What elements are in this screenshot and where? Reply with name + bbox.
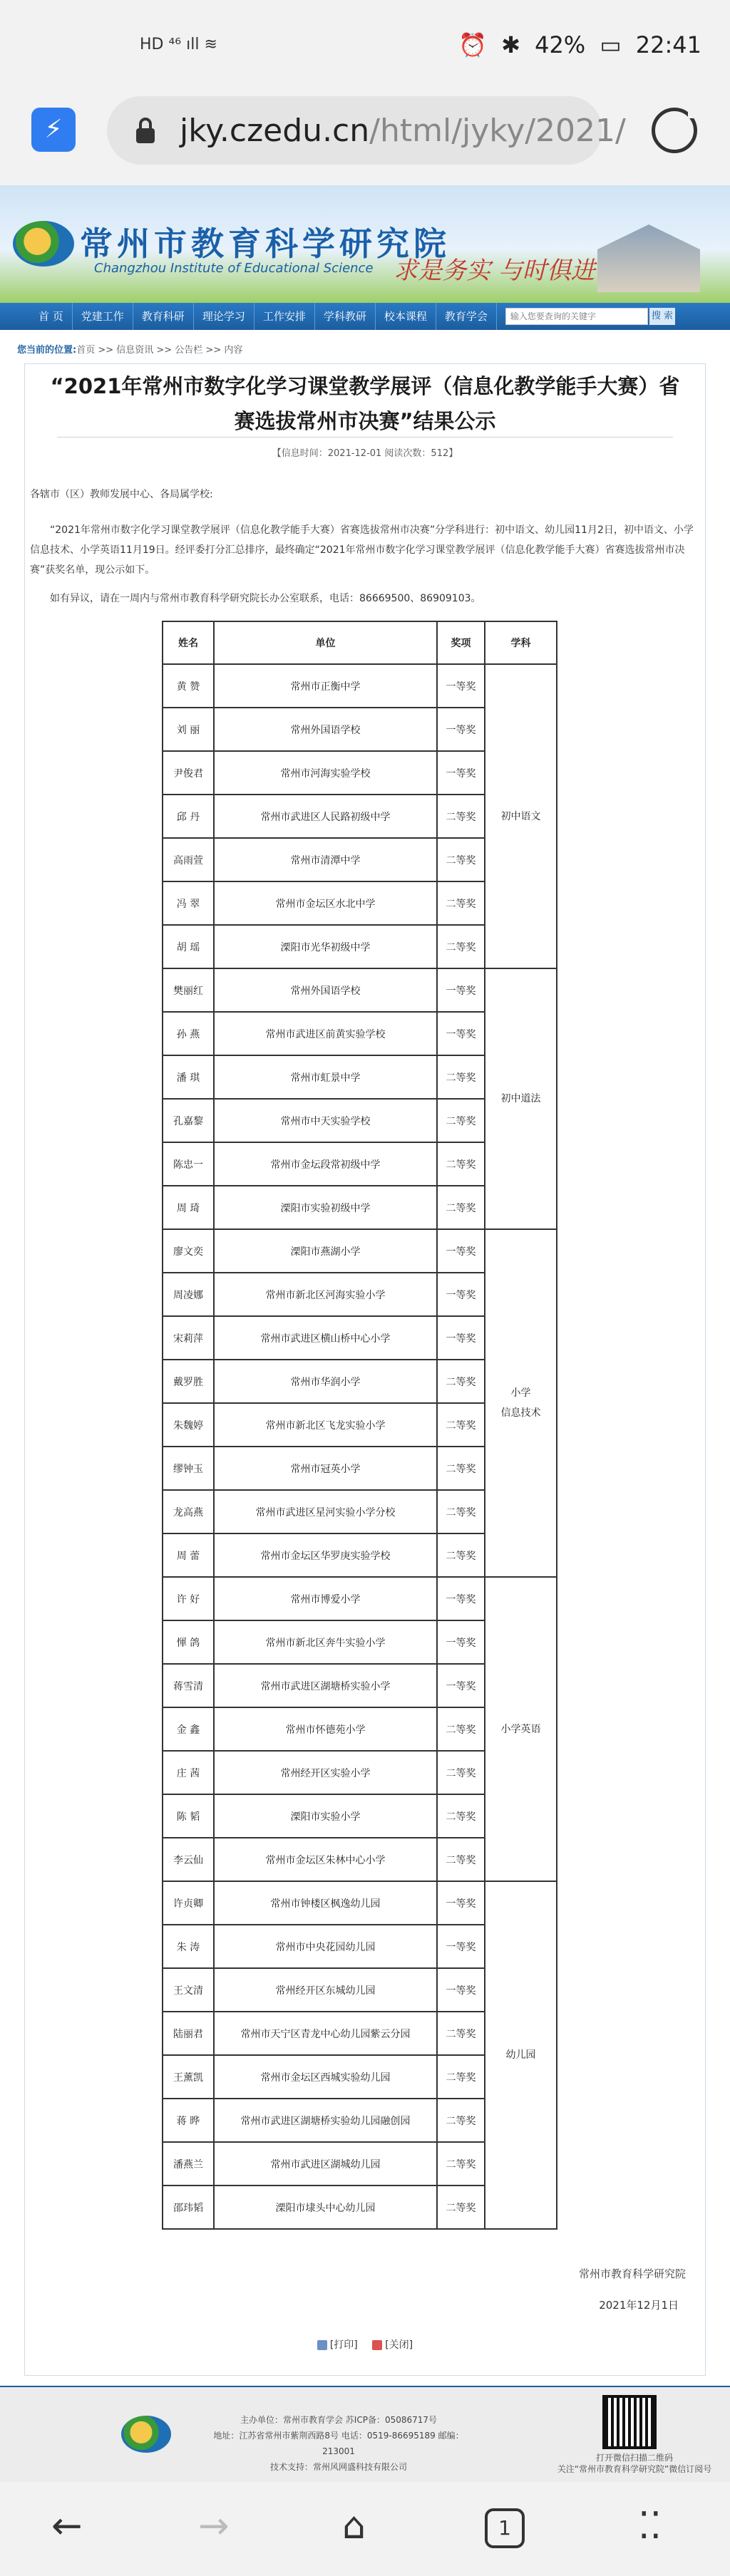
close-link[interactable] [372, 2337, 413, 2352]
search-input[interactable] [505, 308, 648, 325]
cell-award: 一等奖 [437, 1881, 485, 1925]
cell-name: 龙高燕 [163, 1490, 214, 1533]
cell-name: 陆丽君 [163, 2012, 214, 2055]
reload-icon[interactable] [652, 108, 697, 153]
cell-award: 一等奖 [437, 1316, 485, 1360]
cell-unit: 常州市武进区湖塘桥实验幼儿园融创园 [214, 2099, 437, 2142]
cell-unit: 常州市华润小学 [214, 1360, 437, 1403]
cell-unit: 常州市金坛区水北中学 [214, 881, 437, 925]
cell-unit: 常州市武进区湖城幼儿园 [214, 2142, 437, 2186]
battery-percent: 42% [535, 31, 586, 58]
cell-name: 廖文奕 [163, 1229, 214, 1273]
cell-name: 惲 鸽 [163, 1620, 214, 1664]
cell-unit: 常州经开区实验小学 [214, 1751, 437, 1794]
cell-award: 一等奖 [437, 1577, 485, 1620]
cell-award: 二等奖 [437, 2142, 485, 2186]
banner-building-image [585, 221, 713, 292]
cell-award: 二等奖 [437, 1360, 485, 1403]
battery-icon: ▭ [600, 31, 622, 58]
forward-icon[interactable]: → [198, 2505, 230, 2547]
cell-unit: 常州市怀德苑小学 [214, 1707, 437, 1751]
print-link[interactable] [317, 2337, 358, 2352]
qr-caption [556, 2452, 713, 2475]
cell-subject: 小学英语 [485, 1577, 557, 1881]
cell-award: 二等奖 [437, 1751, 485, 1794]
nav-item-society[interactable]: 教育学会 [436, 303, 497, 330]
cell-name: 孙 燕 [163, 1012, 214, 1055]
browser-app-icon[interactable]: ⚡ [31, 108, 76, 152]
nav-item-course[interactable]: 校本课程 [376, 303, 436, 330]
cell-name: 王薰凯 [163, 2055, 214, 2099]
cell-name: 宋莉萍 [163, 1316, 214, 1360]
cell-name: 朱魏婷 [163, 1403, 214, 1447]
cell-name: 潘 琪 [163, 1055, 214, 1099]
cell-unit: 溧阳市实验小学 [214, 1794, 437, 1838]
bluetooth-icon: ✱ [501, 31, 520, 58]
article-contact: 如有异议，请在一周内与常州市教育科学研究院长办公室联系，电话：86669500、86909103。 [50, 593, 481, 604]
cell-unit: 常州市清潭中学 [214, 838, 437, 881]
cell-unit: 常州外国语学校 [214, 968, 437, 1012]
cell-name: 朱 涛 [163, 1925, 214, 1968]
footer-line-3: 技术支持：常州风网盛科技有限公司 [269, 2462, 407, 2472]
close-label: [关闭] [385, 2339, 413, 2351]
print-icon [317, 2340, 327, 2350]
print-label: [打印] [329, 2339, 358, 2351]
article-actions [0, 2337, 730, 2352]
cell-unit: 溧阳市埭头中心幼儿园 [214, 2186, 437, 2229]
article-info: 【信息时间：2021-12-01 阅读次数：512】 [272, 448, 458, 459]
cell-unit: 常州市博爱小学 [214, 1577, 437, 1620]
cell-name: 陈 韬 [163, 1794, 214, 1838]
cell-unit: 常州市正衡中学 [214, 664, 437, 708]
cell-name: 冯 翠 [163, 881, 214, 925]
table-row [163, 1577, 557, 1620]
status-right [458, 31, 701, 58]
clock: 22:41 [635, 31, 701, 58]
header-subject: 学科 [485, 621, 557, 664]
cell-award: 一等奖 [437, 664, 485, 708]
cell-subject: 初中语文 [485, 664, 557, 968]
cell-unit: 常州市武进区人民路初级中学 [214, 795, 437, 838]
nav-item-theory[interactable]: 理论学习 [194, 303, 255, 330]
cell-unit: 常州市武进区前黄实验学校 [214, 1012, 437, 1055]
cell-name: 黄 赞 [163, 664, 214, 708]
table-row [163, 664, 557, 708]
site-slogan: 求是务实 与时俱进 [394, 257, 595, 285]
nav-item-research[interactable]: 教育科研 [133, 303, 194, 330]
site-logo [13, 221, 74, 267]
cell-award: 二等奖 [437, 1794, 485, 1838]
cell-name: 周凌娜 [163, 1273, 214, 1316]
cell-unit: 常州经开区东城幼儿园 [214, 1968, 437, 2012]
cell-name: 王文清 [163, 1968, 214, 2012]
cell-name: 金 鑫 [163, 1707, 214, 1751]
alarm-icon: ⏰ [458, 31, 487, 58]
cell-award: 一等奖 [437, 1012, 485, 1055]
cell-award: 二等奖 [437, 925, 485, 968]
cell-award: 一等奖 [437, 1620, 485, 1664]
url-path: /html/jyky/2021/ [369, 113, 626, 149]
cell-name: 陈忠一 [163, 1142, 214, 1186]
close-icon [372, 2340, 382, 2350]
article-title: “2021年常州市数字化学习课堂教学展评（信息化教学能手大赛）省赛选拔常州市决赛”结果公示 [50, 374, 680, 433]
breadcrumb-label: 您当前的位置: [17, 345, 77, 356]
cell-unit: 常州市新北区奔牛实验小学 [214, 1620, 437, 1664]
cell-award: 二等奖 [437, 1838, 485, 1881]
qr-caption-2: 关注“常州市教育科学研究院”微信订阅号 [557, 2464, 712, 2474]
cell-unit: 常州外国语学校 [214, 708, 437, 751]
nav-item-party[interactable]: 党建工作 [73, 303, 133, 330]
nav-item-home[interactable]: 首 页 [0, 303, 73, 330]
cell-award: 一等奖 [437, 968, 485, 1012]
cell-award: 二等奖 [437, 881, 485, 925]
cell-name: 胡 瑶 [163, 925, 214, 968]
cell-award: 二等奖 [437, 795, 485, 838]
nav-item-subject[interactable]: 学科教研 [315, 303, 376, 330]
status-bar [0, 0, 730, 96]
lock-icon [134, 116, 157, 145]
cell-award: 一等奖 [437, 1925, 485, 1968]
cell-award: 二等奖 [437, 1099, 485, 1142]
cell-award: 二等奖 [437, 2012, 485, 2055]
cell-award: 二等奖 [437, 1186, 485, 1229]
cell-unit: 常州市虹景中学 [214, 1055, 437, 1099]
table-row [163, 968, 557, 1012]
cell-award: 二等奖 [437, 2099, 485, 2142]
cell-award: 二等奖 [437, 1142, 485, 1186]
cell-name: 高雨萱 [163, 838, 214, 881]
table-row [163, 1881, 557, 1925]
cell-name: 邵玮韬 [163, 2186, 214, 2229]
cell-unit: 溧阳市实验初级中学 [214, 1186, 437, 1229]
cell-award: 二等奖 [437, 2055, 485, 2099]
cell-name: 尹俊君 [163, 751, 214, 795]
breadcrumb-path[interactable]: 首页 >> 信息资讯 >> 公告栏 >> 内容 [76, 345, 243, 356]
cell-award: 二等奖 [437, 2186, 485, 2229]
cell-unit: 常州市武进区湖塘桥实验小学 [214, 1664, 437, 1707]
cell-unit: 常州市金坛段常初级中学 [214, 1142, 437, 1186]
cell-name: 孔嘉黎 [163, 1099, 214, 1142]
cell-unit: 常州市天宁区青龙中心幼儿园紫云分园 [214, 2012, 437, 2055]
award-table-body [163, 664, 557, 2229]
award-table [162, 621, 557, 2230]
site-subtitle: Changzhou Institute of Educational Science [94, 261, 374, 276]
cell-unit: 常州市金坛区华罗庚实验学校 [214, 1533, 437, 1577]
cell-award: 一等奖 [437, 1273, 485, 1316]
cell-unit: 常州市金坛区朱林中心小学 [214, 1838, 437, 1881]
cell-subject: 小学 信息技术 [485, 1229, 557, 1577]
qr-code-image [602, 2395, 657, 2449]
cell-award: 一等奖 [437, 708, 485, 751]
header-award: 奖项 [437, 621, 485, 664]
cell-award: 二等奖 [437, 1447, 485, 1490]
cell-unit: 常州市冠英小学 [214, 1447, 437, 1490]
cell-unit: 常州市中天实验学校 [214, 1099, 437, 1142]
cell-award: 一等奖 [437, 751, 485, 795]
cell-award: 一等奖 [437, 1229, 485, 1273]
site-title: 常州市教育科学研究院 [80, 224, 451, 263]
cell-name: 缪钟玉 [163, 1447, 214, 1490]
cell-subject: 初中道法 [485, 968, 557, 1229]
home-icon[interactable]: ⌂ [342, 2505, 366, 2547]
sign-date: 2021年12月1日 [599, 2299, 679, 2312]
cell-name: 邱 丹 [163, 795, 214, 838]
cell-name: 刘 丽 [163, 708, 214, 751]
footer-line-1: 主办单位：常州市教育学会 苏ICP备：05086717号 [240, 2415, 438, 2425]
header-name: 姓名 [163, 621, 214, 664]
article-body: “2021年常州市数字化学习课堂教学展评（信息化教学能手大赛）省赛选拔常州市决赛”分学科进行：初中语文、幼儿园11月2日，初中语文、小学信息技术、小学英语11月19日。经评委打分汇总排序，最终确定“2021年常州市数字化学习课堂教学展评（信息化教学能手大赛）省赛选拔常州市决赛”获奖名单，现公示如下。 [30, 524, 694, 576]
back-icon[interactable]: ← [51, 2505, 83, 2547]
url-text[interactable] [180, 113, 626, 149]
cell-award: 一等奖 [437, 1664, 485, 1707]
qr-caption-1: 打开微信扫描二维码 [595, 2453, 673, 2463]
cell-name: 李云仙 [163, 1838, 214, 1881]
cell-name: 庄 茜 [163, 1751, 214, 1794]
table-header-row [163, 621, 557, 664]
sign-organization: 常州市教育科学研究院 [578, 2267, 686, 2280]
cell-name: 周 琦 [163, 1186, 214, 1229]
footer-line-2: 地址：江苏省常州市紫荆西路8号 电话：0519-86695189 邮编：213001 [213, 2431, 464, 2456]
cell-name: 戴罗胜 [163, 1360, 214, 1403]
cell-name: 许贞卿 [163, 1881, 214, 1925]
cell-award: 二等奖 [437, 1403, 485, 1447]
header-unit: 单位 [214, 621, 437, 664]
tabs-button[interactable]: 1 [485, 2508, 525, 2548]
cell-unit: 常州市金坛区西城实验幼儿园 [214, 2055, 437, 2099]
cell-name: 周 蕾 [163, 1533, 214, 1577]
footer-logo [121, 2416, 171, 2453]
cell-award: 二等奖 [437, 1533, 485, 1577]
cell-name: 潘燕兰 [163, 2142, 214, 2186]
more-icon[interactable]: ⁚⁚ [638, 2505, 662, 2547]
cell-unit: 常州市武进区星河实验小学分校 [214, 1490, 437, 1533]
nav-item-work[interactable]: 工作安排 [255, 303, 315, 330]
url-host: jky.czedu.cn [180, 113, 370, 149]
cell-unit: 常州市新北区河海实验小学 [214, 1273, 437, 1316]
cell-unit: 溧阳市光华初级中学 [214, 925, 437, 968]
article-greeting: 各辖市（区）教师发展中心、各局属学校: [30, 489, 213, 500]
cell-award: 一等奖 [437, 1968, 485, 2012]
cell-award: 二等奖 [437, 1707, 485, 1751]
cell-unit: 溧阳市燕湖小学 [214, 1229, 437, 1273]
status-left-icons: HD ⁴⁶ ıll ≋ [140, 36, 217, 53]
title-divider [57, 437, 673, 438]
cell-name: 蒋雪清 [163, 1664, 214, 1707]
cell-unit: 常州市武进区横山桥中心小学 [214, 1316, 437, 1360]
table-row [163, 1229, 557, 1273]
breadcrumb [17, 342, 242, 356]
cell-award: 二等奖 [437, 1490, 485, 1533]
search-button[interactable]: 搜 索 [649, 308, 675, 325]
cell-unit: 常州市新北区飞龙实验小学 [214, 1403, 437, 1447]
footer-info [207, 2412, 471, 2475]
cell-unit: 常州市钟楼区枫逸幼儿园 [214, 1881, 437, 1925]
cell-unit: 常州市中央花园幼儿园 [214, 1925, 437, 1968]
main-nav [0, 303, 730, 330]
cell-award: 二等奖 [437, 1055, 485, 1099]
cell-award: 二等奖 [437, 838, 485, 881]
cell-name: 蒋 晔 [163, 2099, 214, 2142]
cell-name: 许 好 [163, 1577, 214, 1620]
cell-name: 樊丽红 [163, 968, 214, 1012]
cell-unit: 常州市河海实验学校 [214, 751, 437, 795]
cell-subject: 幼儿园 [485, 1881, 557, 2229]
site-banner [0, 185, 730, 303]
